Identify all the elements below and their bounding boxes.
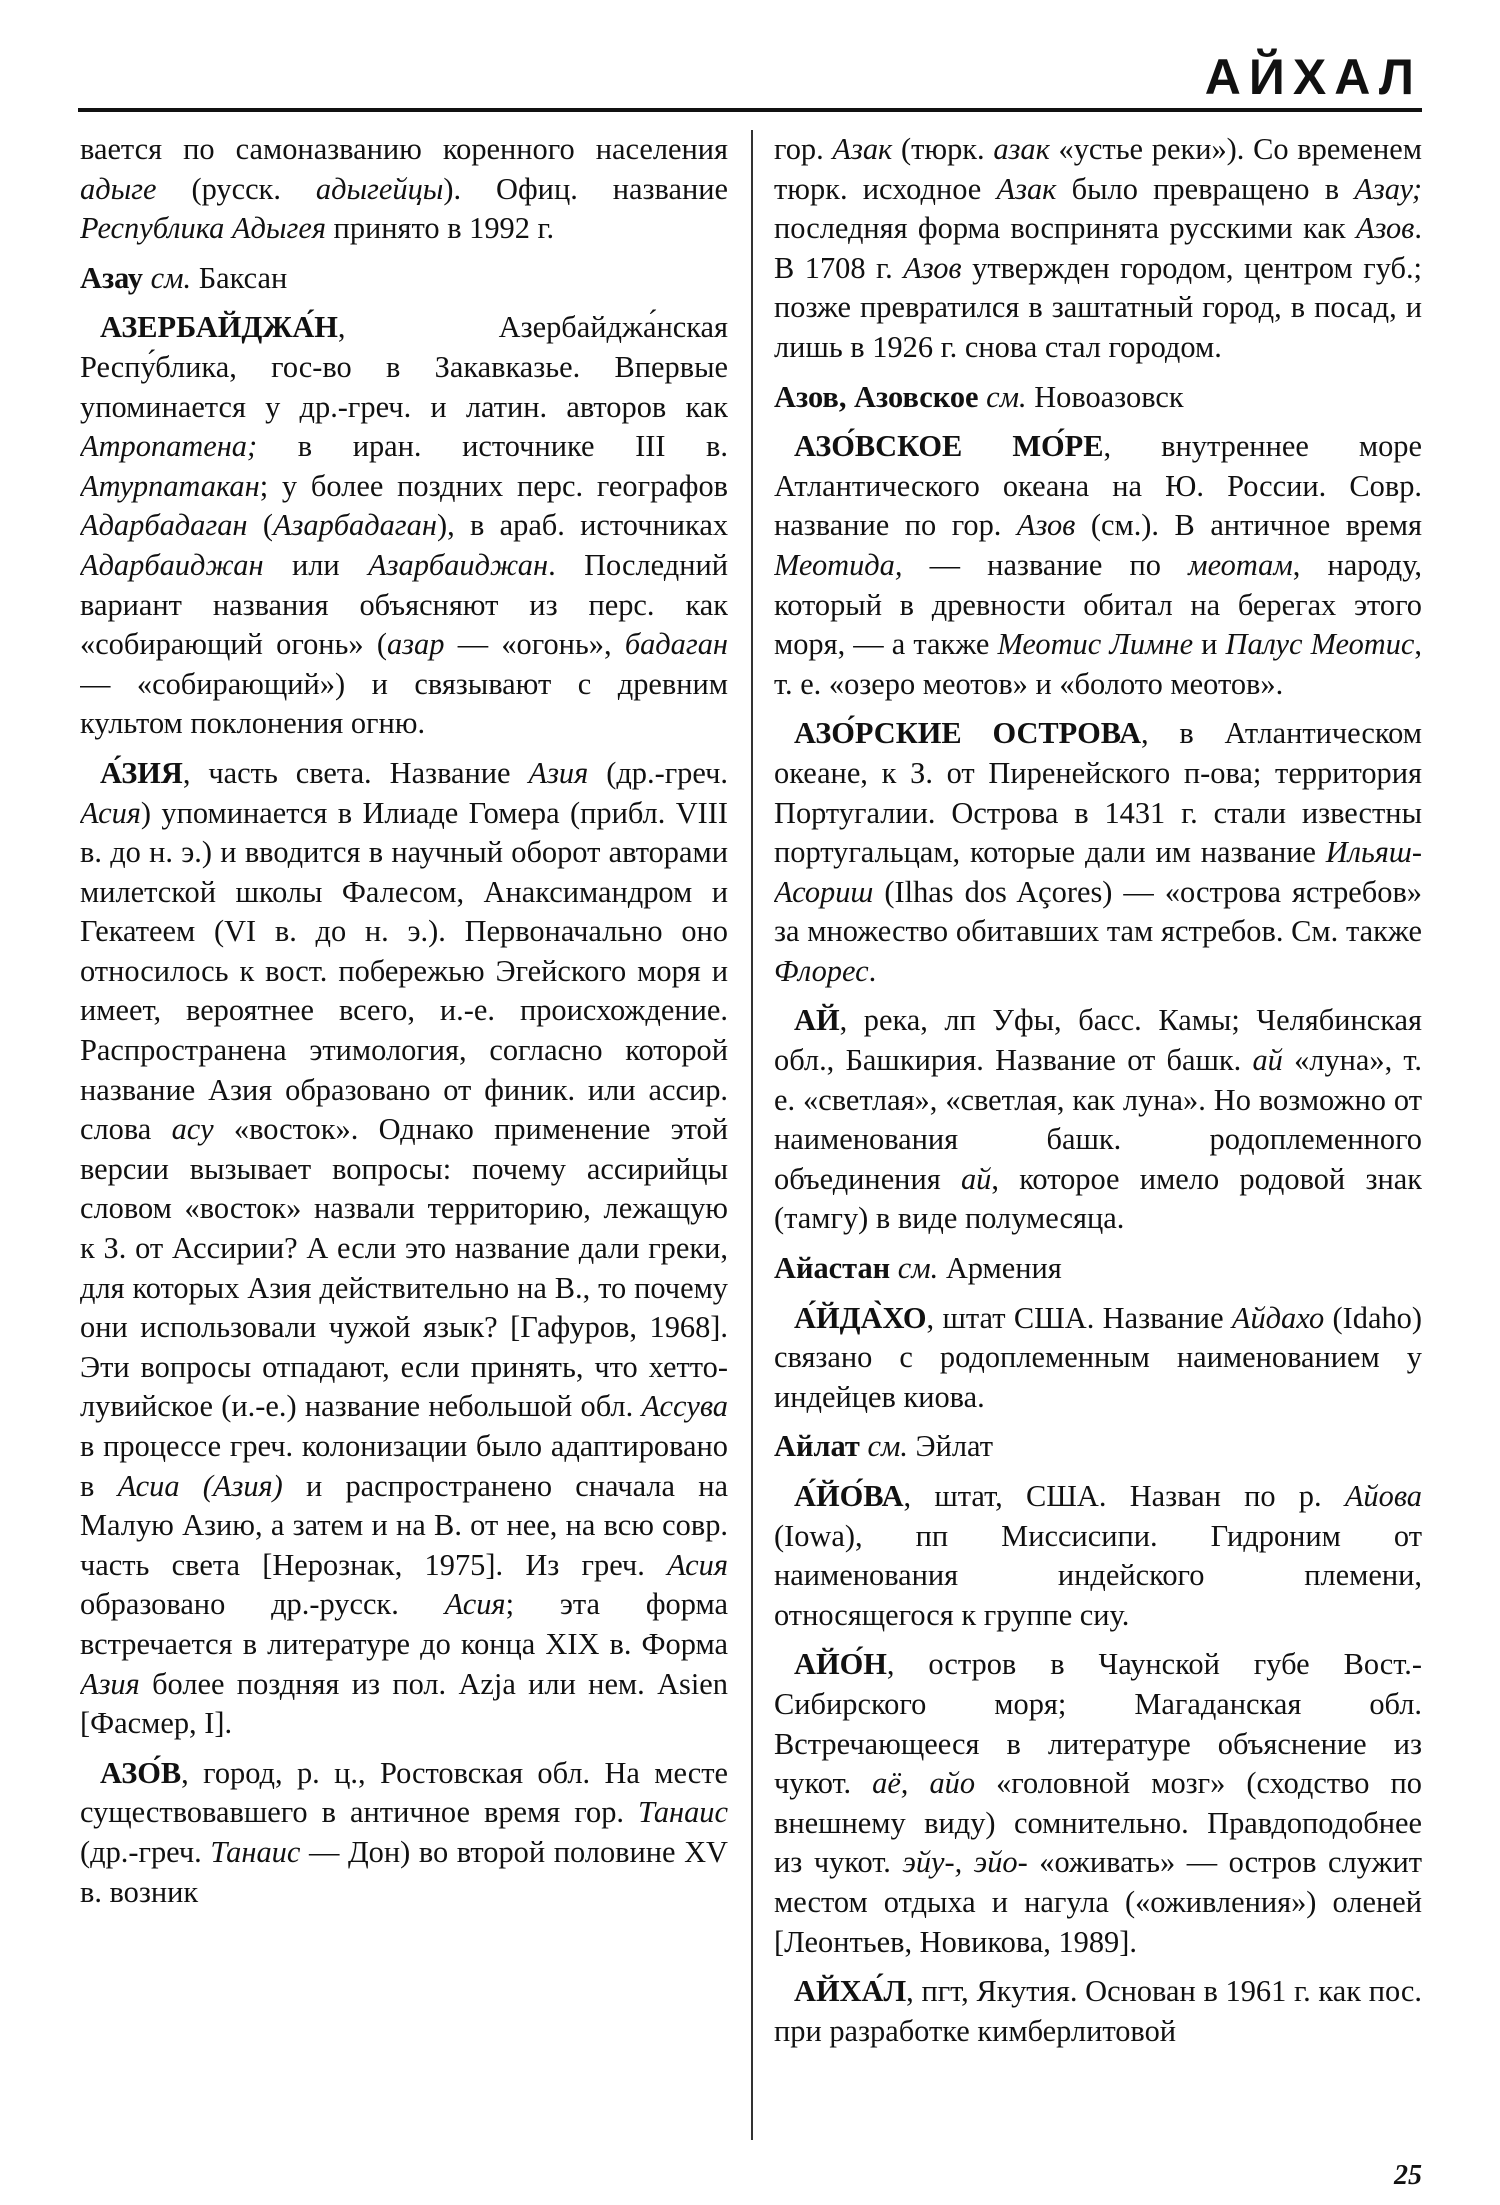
- entry-azov-azovskoe: Азов, Азовское см. Новоазовск: [774, 379, 1184, 414]
- entry-aion: АЙО́Н, остров в Чаунской губе Вост.-Сибирского моря; Магаданская обл. Встречающееся в литературе объяснение из чукот. аё, айо «головной мозг» (сходство по внешнему виду) сомнительно. Правдоподобнее из чукот. эйу-, эйо- «оживать» — остров служит местом отдыха и нагула («оживления») оленей [Леонтьев, Новикова, 1989].: [774, 1647, 1422, 1959]
- entry-azov: АЗО́В, город, р. ц., Ростовская обл. На месте существовавшего в античное время гор. Танаис (др.-греч. Танаис — Дон) во второй половине XV в. возник: [80, 1755, 728, 1909]
- entry-sea-of-azov: АЗО́ВСКОЕ МО́РЕ, внутреннее море Атлантического океана на Ю. России. Совр. название по гор. Азов (см.). В античное время Меотида, — название по меотам, народу, который в древности обитал на берегах этого моря, — а также Меотис Лимне и Палус Меотис, т. е. «озеро меотов» и «болото меотов».: [774, 429, 1422, 701]
- entry-ailat: Айлат см. Эйлат: [774, 1429, 994, 1464]
- running-head: АЙХАЛ: [1204, 49, 1422, 105]
- entry-adygea-tail: вается по самоназванию коренного населения адыге (русск. адыгейцы). Офиц. название Республика Адыгея принято в 1992 г.: [80, 132, 728, 246]
- entry-aikhal: АЙХА́Л, пгт, Якутия. Основан в 1961 г. как пос. при разработке кимберлитовой: [774, 1974, 1422, 2048]
- entry-iowa: А́ЙО́ВА, штат, США. Назван по р. Айова (Iowa), пп Миссисипи. Гидроним от наименования индейского племени, относящегося к группе сиу.: [774, 1479, 1422, 1632]
- right-column: [774, 130, 1422, 2140]
- entry-ai-river: АЙ, река, лп Уфы, басс. Камы; Челябинская обл., Башкирия. Название от башк. ай «луна», т. е. «светлая», «светлая, как луна». Но возможно от наименования башк. родоплеменного объединения ай, которое имело родовой знак (тамгу) в виде полумесяца.: [774, 1003, 1422, 1236]
- entry-aiastan: Айастан см. Армения: [774, 1251, 1062, 1286]
- column-divider: [751, 130, 753, 2140]
- entry-azau: Азау см. Баксан: [80, 260, 288, 295]
- entry-azerbaijan: АЗЕРБАЙДЖА́Н, Азербайджа́нская Респу́блика, гос-во в Закавказье. Впервые упоминается у др.-греч. и латин. авторов как Атропатена; в иран. источнике III в. Атурпатакан; у более поздних перс. географов Адарбадаган (Азарбадаган), в араб. источниках Адарбаиджан или Азарбаиджан. Последний вариант названия объясняют из перс. как «собирающий огонь» (азар — «огонь», бадаган — «собирающий») и связывают с древним культом поклонения огню.: [80, 310, 728, 741]
- header-rule: [78, 108, 1422, 112]
- entry-azores: АЗО́РСКИЕ ОСТРОВА, в Атлантическом океане, к З. от Пиренейского п-ова; территория Португалии. Острова в 1431 г. стали известны португальцам, которые дали им название Ильяш-Асориш (Ilhas dos Açores) — «острова ястребов» за множество обитавших там ястребов. См. также Флорес.: [774, 716, 1422, 988]
- left-column: [80, 130, 728, 2140]
- entry-idaho: А́ЙДА̀ХО, штат США. Название Айдахо (Idaho) связано с родоплеменным наименованием у индейцев киова.: [774, 1300, 1422, 1414]
- entry-azov-tail: гор. Азак (тюрк. азак «устье реки»). Со временем тюрк. исходное Азак было превращено в Азау; последняя форма воспринята русскими как Азов. В 1708 г. Азов утвержден городом, центром губ.; позже превратился в заштатный город, в посад, и лишь в 1926 г. снова стал городом.: [774, 132, 1422, 364]
- entry-asia: А́ЗИЯ, часть света. Название Азия (др.-греч. Асия) упоминается в Илиаде Гомера (прибл. VIII в. до н. э.) и вводится в научный оборот авторами милетской школы Фалесом, Анаксимандром и Гекатеем (VI в. до н. э.). Первоначально оно относилось к вост. побережью Эгейского моря и имеет, вероятнее всего, и.-е. происхождение. Распространена этимология, согласно которой название Азия образовано от финик. или ассир. слова асу «восток». Однако применение этой версии вызывает вопросы: почему ассирийцы словом «восток» назвали территорию, лежащую к З. от Ассирии? А если это название дали греки, для которых Азия действительно на В., то почему они использовали чужой язык? [Гафуров, 1968]. Эти вопросы отпадают, если принять, что хетто-лувийское (и.-е.) название небольшой обл. Ассува в процессе греч. колонизации было адаптировано в Асиа (Азия) и распространено сначала на Малую Азию, а затем и на В. от нее, на всю совр. часть света [Нерознак, 1975]. Из греч. Асия образовано др.-русск. Асия; эта форма встречается в литературе до конца XIX в. Форма Азия более поздняя из пол. Azja или нем. Asien [Фасмер, I].: [80, 755, 728, 1741]
- page-number: 25: [1394, 2160, 1422, 2191]
